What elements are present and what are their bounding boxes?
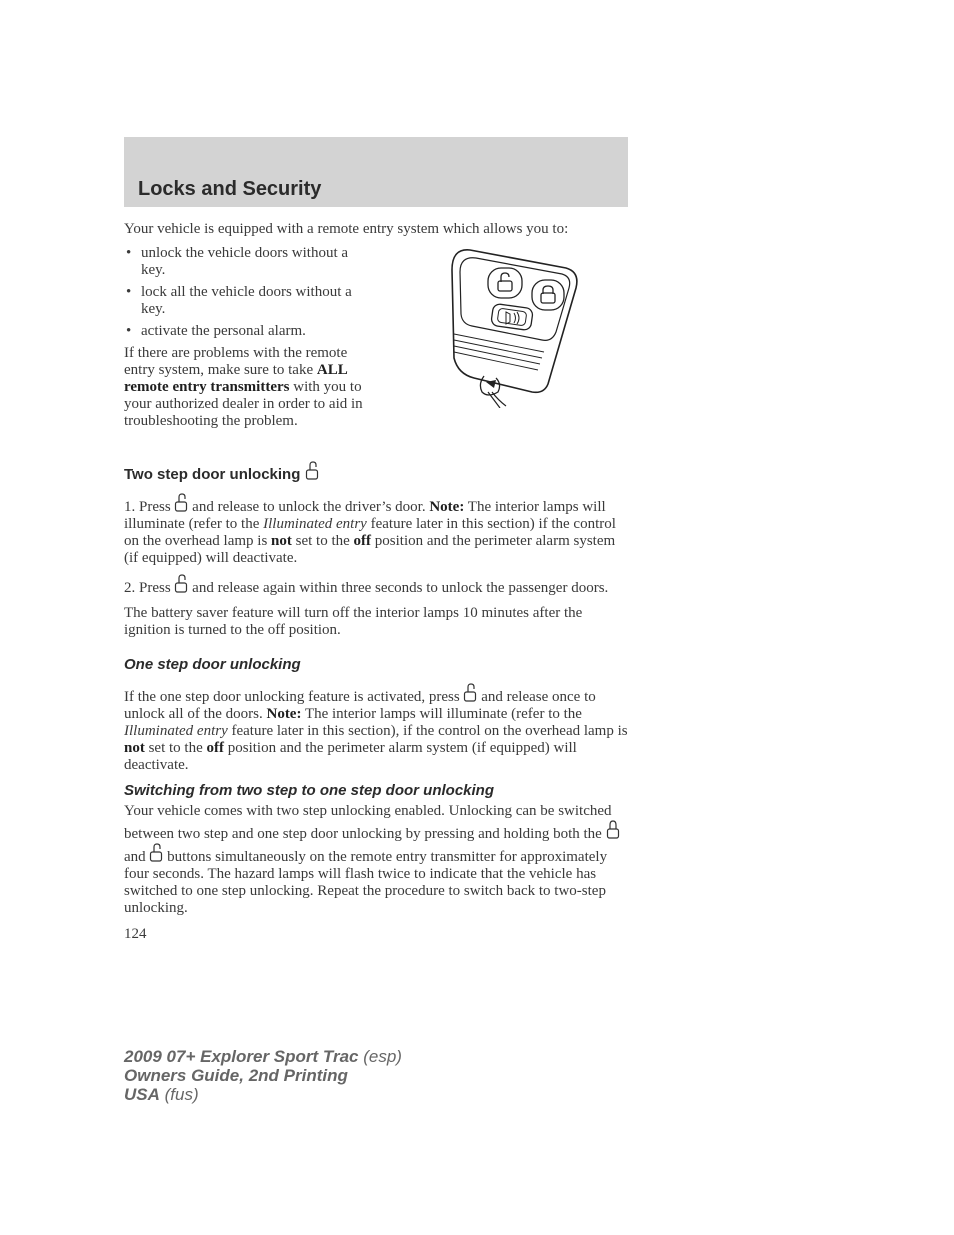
- text-run: If the one step door unlocking feature is activated, press: [124, 689, 460, 705]
- text-run: and release once to unlock all of the doors.: [124, 689, 596, 722]
- footer-line: [124, 1085, 402, 1104]
- footer-code: (esp): [358, 1047, 402, 1066]
- unlock-icon: [174, 574, 188, 594]
- text-run: feature later in this section) if the control on the overhead lamp is: [124, 516, 616, 549]
- text-run: feature later in this section), if the control on the overhead lamp is: [227, 723, 628, 739]
- document-footer: [124, 1047, 402, 1104]
- step-one-paragraph: [124, 493, 629, 567]
- italic-text: Illuminated entry: [263, 516, 367, 532]
- text-run: set to the: [144, 740, 207, 756]
- text-run: 1. Press: [124, 499, 171, 515]
- footer-edition: Owners Guide, 2nd Printing: [124, 1066, 348, 1085]
- unlock-icon: [463, 683, 477, 703]
- section-header: [124, 137, 628, 207]
- page-number: 124: [124, 926, 147, 942]
- switching-paragraph: [124, 803, 629, 917]
- bold-text: ALL remote entry transmitters: [124, 362, 347, 395]
- heading-text: Two step door unlocking: [124, 466, 301, 483]
- text-run: with you to your authorized dealer in order to aid in troubleshooting the problem.: [124, 379, 363, 429]
- intro-text: Your vehicle is equipped with a remote entry system which allows you to:: [124, 221, 569, 237]
- lock-icon: [606, 820, 620, 840]
- text-run: 2. Press: [124, 580, 171, 596]
- panic-alarm-button: [491, 303, 534, 330]
- problems-paragraph: [124, 345, 374, 430]
- footer-line: [124, 1047, 402, 1066]
- unlock-icon: [305, 461, 319, 481]
- text-run: position and the perimeter alarm system (if equipped) will deactivate.: [124, 533, 616, 566]
- footer-market: USA: [124, 1085, 160, 1104]
- two-step-section: [124, 461, 629, 646]
- section-title: Locks and Security: [138, 178, 322, 200]
- text-run: set to the: [291, 533, 354, 549]
- text-run: and release again within three seconds to unlock the passenger doors.: [188, 580, 609, 596]
- bold-text: off: [206, 740, 224, 756]
- switching-section: [124, 782, 629, 924]
- section-heading: [124, 461, 629, 483]
- text-run: buttons simultaneously on the remote entry transmitter for approximately four seconds. The hazard lamps will flash twice to indicate that the vehicle has switched to one step unlocking. Repeat the procedure to switch back to two-step unlocking.: [124, 849, 608, 916]
- text-run: If there are problems with the remote entry system, make sure to take: [124, 345, 348, 378]
- remote-transmitter-illustration: [448, 246, 580, 408]
- lock-button: [532, 280, 564, 310]
- section-heading: One step door unlocking: [124, 656, 301, 673]
- note-label: Note:: [429, 499, 465, 515]
- note-label: Note:: [266, 706, 302, 722]
- text-run: The interior lamps will illuminate (refer to the: [124, 499, 606, 532]
- one-step-paragraph: [124, 683, 629, 774]
- footer-line: [124, 1066, 402, 1085]
- italic-text: Illuminated entry: [124, 723, 228, 739]
- battery-saver-paragraph: The battery saver feature will turn off the interior lamps 10 minutes after the ignition is turned to the off position.: [124, 605, 583, 638]
- step-two-paragraph: [124, 574, 629, 598]
- bold-text: off: [353, 533, 372, 549]
- text-run: and: [124, 849, 150, 865]
- list-item: • unlock the vehicle doors without a key.: [124, 245, 374, 279]
- text-run: Your vehicle comes with two step unlocking enabled. Unlocking can be switched between two step and one step door unlocking by pressing and holding both the: [124, 803, 612, 842]
- text-run: and release to unlock the driver’s door.: [188, 499, 430, 515]
- unlock-icon: [149, 843, 163, 863]
- list-item: • lock all the vehicle doors without a key.: [124, 284, 374, 318]
- feature-list: [124, 245, 374, 340]
- unlock-icon: [174, 493, 188, 513]
- one-step-section: [124, 656, 629, 781]
- section-heading: Switching from two step to one step door unlocking: [124, 782, 494, 799]
- footer-code: (fus): [159, 1085, 199, 1104]
- unlock-button: [488, 268, 522, 298]
- bold-text: not: [271, 533, 292, 549]
- footer-model: 2009 07+ Explorer Sport Trac: [124, 1047, 359, 1066]
- list-item: • activate the personal alarm.: [124, 323, 374, 340]
- text-run: position and the perimeter alarm system (if equipped) will deactivate.: [124, 740, 577, 773]
- bold-text: not: [124, 740, 145, 756]
- text-run: The interior lamps will illuminate (refer to the: [301, 706, 582, 722]
